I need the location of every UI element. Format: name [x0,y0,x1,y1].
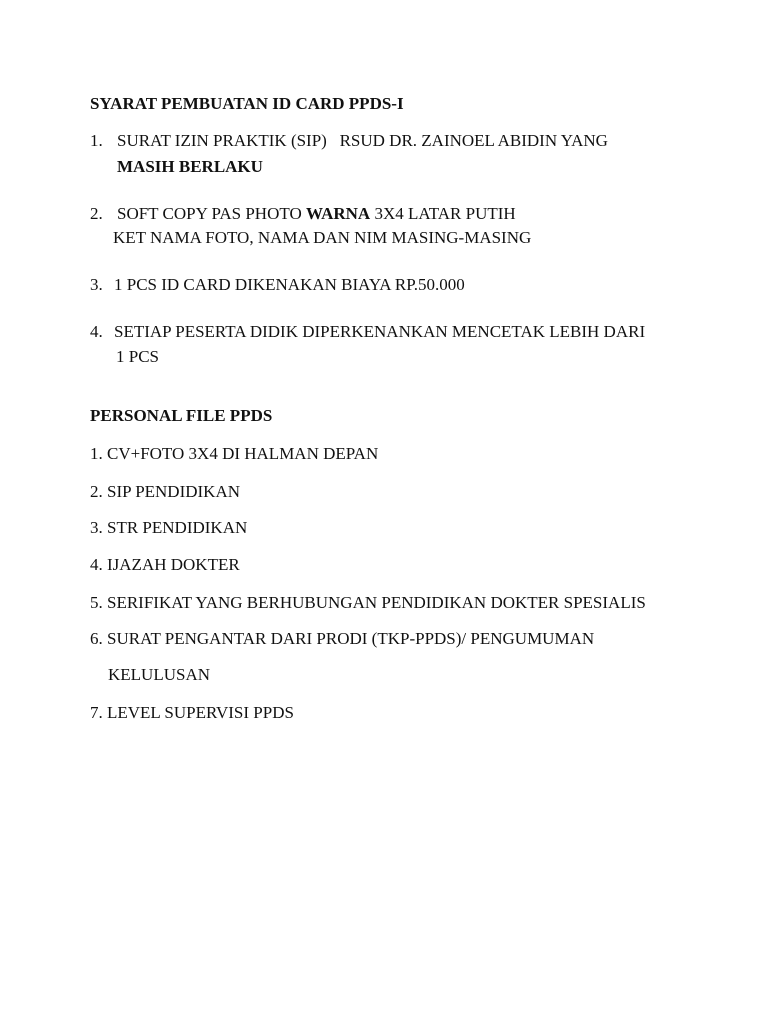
list-item-text-continued: 1 PCS [116,347,159,366]
list-item-text-emphasis: WARNA [305,204,371,223]
list-item: 7. LEVEL SUPERVISI PPDS [90,703,294,722]
list-item: 4. IJAZAH DOKTER [90,555,240,574]
list-item: 2. SIP PENDIDIKAN [90,482,241,501]
list-item: 3. STR PENDIDIKAN [90,518,248,537]
list-item-text [117,204,516,224]
list-item-text-continued: KET NAMA FOTO, NAMA DAN NIM MASING-MASING [113,228,532,247]
list-item-continued: KELULUSAN [108,665,210,684]
list-item-text-part: 3X4 LATAR PUTIH [370,204,516,223]
list-item-text-emphasis: MASIH BERLAKU [117,157,263,176]
list-item-number: 4. [90,322,103,341]
list-item-text: SETIAP PESERTA DIDIK DIPERKENANKAN MENCETAK LEBIH DARI [114,322,646,341]
section-heading-id-card: SYARAT PEMBUATAN ID CARD PPDS-I [90,94,404,113]
list-item: 1. CV+FOTO 3X4 DI HALMAN DEPAN [90,444,379,463]
list-item-number: 3. [90,275,103,294]
list-item-number: 2. [90,204,103,223]
list-item-number: 1. [90,131,103,150]
list-item-text-part: SOFT COPY PAS PHOTO [117,204,306,223]
list-item: 5. SERIFIKAT YANG BERHUBUNGAN PENDIDIKAN DOKTER SPESIALIS [90,593,646,612]
list-item-text: 1 PCS ID CARD DIKENAKAN BIAYA RP.50.000 [114,275,465,294]
list-item: 6. SURAT PENGANTAR DARI PRODI (TKP-PPDS)/ PENGUMUMAN [90,629,595,648]
list-item-text: SURAT IZIN PRAKTIK (SIP) RSUD DR. ZAINOEL ABIDIN YANG [117,131,608,150]
section-heading-personal-file: PERSONAL FILE PPDS [90,406,273,425]
